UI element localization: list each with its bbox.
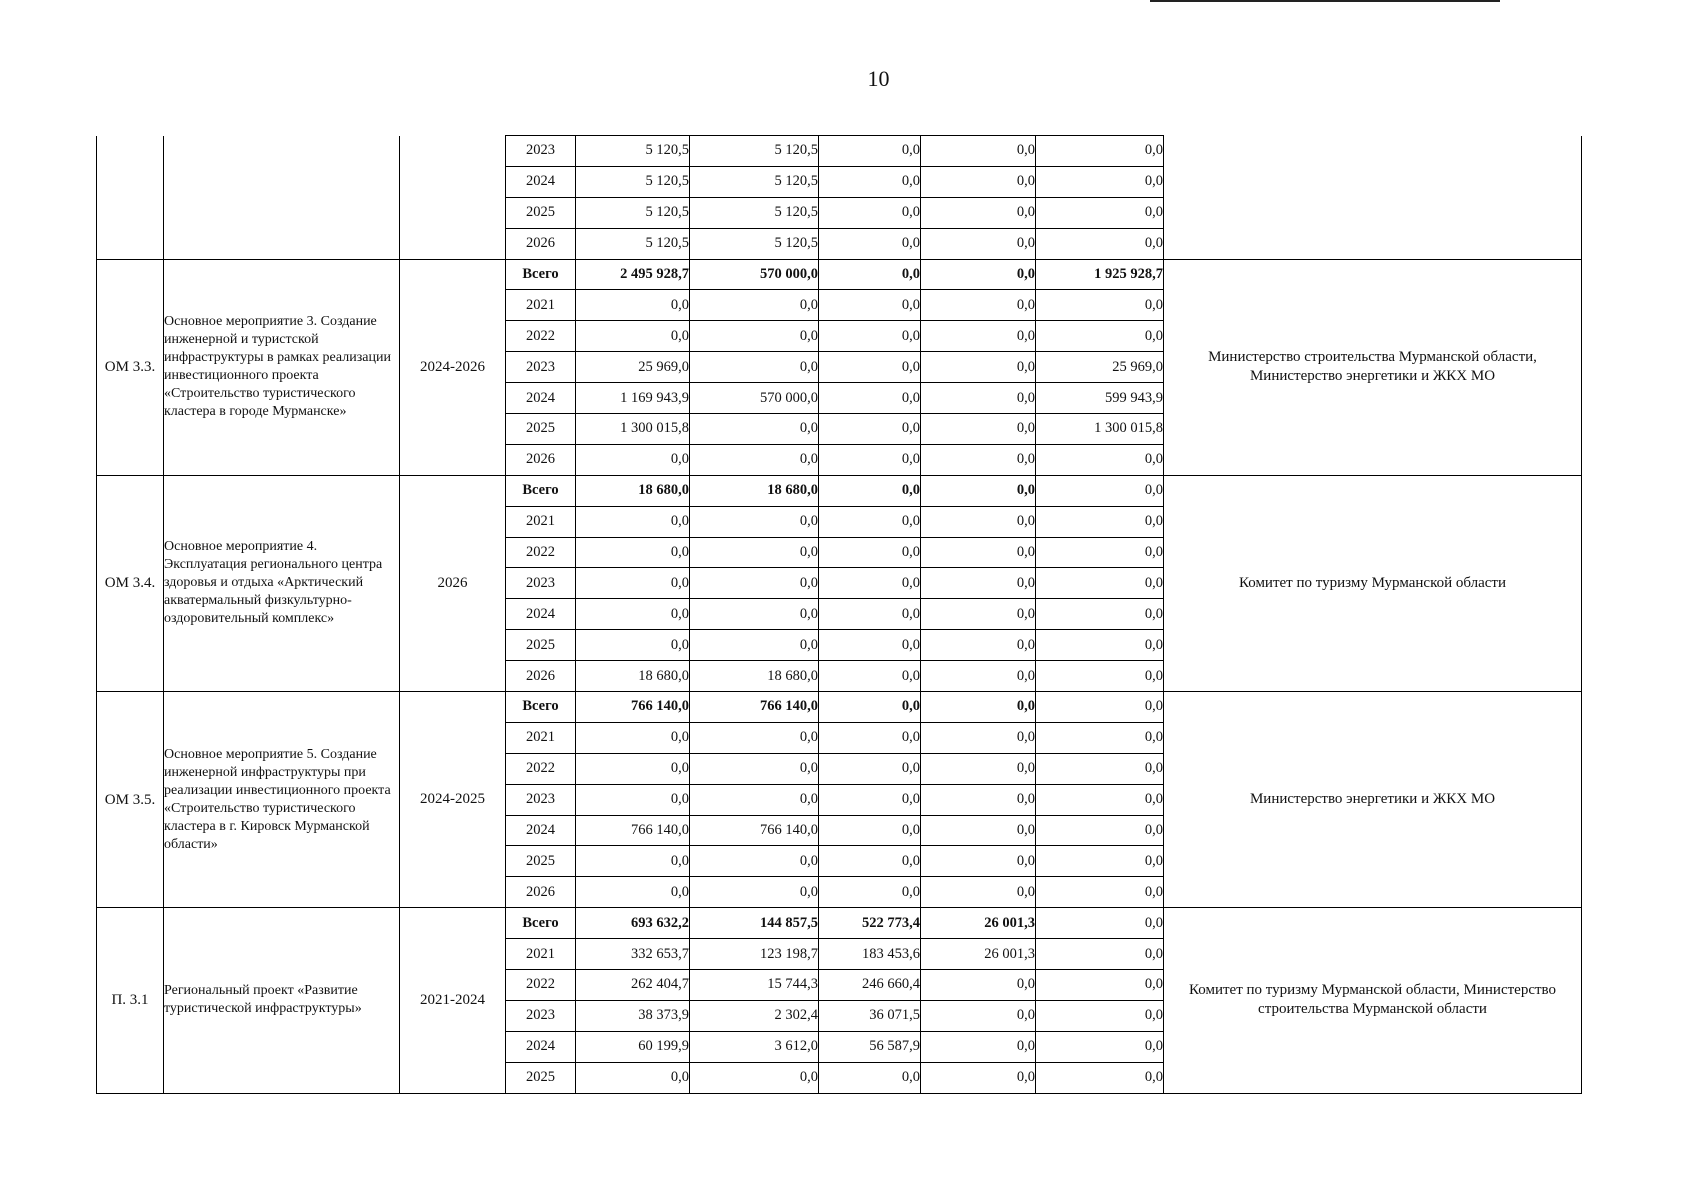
- amount-cell-c3: 0,0: [819, 444, 921, 475]
- amount-cell-c1: 0,0: [576, 506, 690, 537]
- amount-cell-c4: 0,0: [921, 537, 1036, 568]
- year-cell: 2023: [506, 1000, 576, 1031]
- amount-cell-c1: 25 969,0: [576, 352, 690, 383]
- amount-cell-c3: 0,0: [819, 537, 921, 568]
- table-row: [97, 908, 1582, 939]
- amount-cell-c2: 570 000,0: [690, 383, 819, 414]
- year-cell: Всего: [506, 259, 576, 290]
- amount-cell-c4: 0,0: [921, 475, 1036, 506]
- amount-cell-c5: 0,0: [1036, 692, 1164, 723]
- year-cell: 2024: [506, 815, 576, 846]
- year-cell: 2023: [506, 352, 576, 383]
- year-cell: 2021: [506, 722, 576, 753]
- amount-cell-c4: 0,0: [921, 506, 1036, 537]
- amount-cell-c1: 0,0: [576, 537, 690, 568]
- table-row: [97, 692, 1582, 723]
- amount-cell-c5: 0,0: [1036, 166, 1164, 197]
- year-cell: 2024: [506, 599, 576, 630]
- amount-cell-c3: 0,0: [819, 383, 921, 414]
- amount-cell-c2: 5 120,5: [690, 136, 819, 167]
- amount-cell-c2: 3 612,0: [690, 1031, 819, 1062]
- amount-cell-c5: 25 969,0: [1036, 352, 1164, 383]
- amount-cell-c3: 0,0: [819, 661, 921, 692]
- amount-cell-c4: 0,0: [921, 692, 1036, 723]
- amount-cell-c1: 5 120,5: [576, 197, 690, 228]
- amount-cell-c3: 0,0: [819, 877, 921, 908]
- measure-executor: Комитет по туризму Мурманской области: [1164, 475, 1582, 691]
- amount-cell-c4: 0,0: [921, 166, 1036, 197]
- measure-code: ОМ 3.3.: [97, 259, 164, 475]
- year-cell: 2021: [506, 506, 576, 537]
- amount-cell-c1: 60 199,9: [576, 1031, 690, 1062]
- year-cell: 2025: [506, 630, 576, 661]
- measure-period: 2026: [400, 475, 506, 691]
- measure-period: 2024-2025: [400, 692, 506, 908]
- amount-cell-c4: 0,0: [921, 383, 1036, 414]
- amount-cell-c3: 36 071,5: [819, 1000, 921, 1031]
- amount-cell-c2: 0,0: [690, 568, 819, 599]
- year-cell: 2024: [506, 166, 576, 197]
- table-row: [97, 475, 1582, 506]
- amount-cell-c4: 0,0: [921, 599, 1036, 630]
- measure-period: 2021-2024: [400, 908, 506, 1093]
- amount-cell-c1: 18 680,0: [576, 475, 690, 506]
- amount-cell-c1: 0,0: [576, 290, 690, 321]
- title-cell: [164, 136, 400, 260]
- funding-table: [96, 135, 1582, 1094]
- amount-cell-c5: 0,0: [1036, 290, 1164, 321]
- year-cell: 2025: [506, 846, 576, 877]
- amount-cell-c2: 5 120,5: [690, 166, 819, 197]
- code-cell: [97, 136, 164, 260]
- year-cell: 2021: [506, 290, 576, 321]
- measure-title: Основное мероприятие 3. Создание инженерной и туристской инфраструктуры в рамках реализации инвестиционного проекта «Строительство туристического кластера в городе Мурманске»: [164, 259, 400, 475]
- year-cell: 2024: [506, 383, 576, 414]
- year-cell: 2022: [506, 321, 576, 352]
- amount-cell-c5: 0,0: [1036, 506, 1164, 537]
- amount-cell-c2: 0,0: [690, 506, 819, 537]
- amount-cell-c3: 0,0: [819, 630, 921, 661]
- amount-cell-c1: 0,0: [576, 877, 690, 908]
- amount-cell-c3: 0,0: [819, 784, 921, 815]
- year-cell: 2022: [506, 753, 576, 784]
- executor-cell: [1164, 136, 1582, 260]
- measure-executor: Комитет по туризму Мурманской области, Министерство строительства Мурманской области: [1164, 908, 1582, 1093]
- amount-cell-c5: 0,0: [1036, 136, 1164, 167]
- amount-cell-c2: 0,0: [690, 414, 819, 445]
- amount-cell-c4: 0,0: [921, 352, 1036, 383]
- year-cell: Всего: [506, 908, 576, 939]
- amount-cell-c4: 0,0: [921, 321, 1036, 352]
- year-cell: 2025: [506, 414, 576, 445]
- amount-cell-c4: 0,0: [921, 1062, 1036, 1093]
- amount-cell-c1: 0,0: [576, 630, 690, 661]
- amount-cell-c2: 5 120,5: [690, 197, 819, 228]
- amount-cell-c5: 0,0: [1036, 1000, 1164, 1031]
- amount-cell-c3: 0,0: [819, 166, 921, 197]
- amount-cell-c4: 0,0: [921, 197, 1036, 228]
- amount-cell-c4: 26 001,3: [921, 939, 1036, 970]
- amount-cell-c5: 0,0: [1036, 321, 1164, 352]
- amount-cell-c4: 0,0: [921, 877, 1036, 908]
- amount-cell-c3: 0,0: [819, 753, 921, 784]
- amount-cell-c4: 0,0: [921, 1000, 1036, 1031]
- year-cell: 2026: [506, 444, 576, 475]
- amount-cell-c3: 0,0: [819, 1062, 921, 1093]
- amount-cell-c2: 2 302,4: [690, 1000, 819, 1031]
- amount-cell-c4: 0,0: [921, 970, 1036, 1001]
- amount-cell-c5: 0,0: [1036, 599, 1164, 630]
- amount-cell-c1: 0,0: [576, 784, 690, 815]
- amount-cell-c3: 0,0: [819, 228, 921, 259]
- measure-title: Основное мероприятие 5. Создание инженерной инфраструктуры при реализации инвестиционного проекта «Строительство туристического кластера в г. Кировск Мурманской области»: [164, 692, 400, 908]
- amount-cell-c4: 0,0: [921, 290, 1036, 321]
- amount-cell-c1: 5 120,5: [576, 166, 690, 197]
- year-cell: 2025: [506, 197, 576, 228]
- amount-cell-c1: 693 632,2: [576, 908, 690, 939]
- amount-cell-c3: 0,0: [819, 414, 921, 445]
- amount-cell-c3: 246 660,4: [819, 970, 921, 1001]
- amount-cell-c4: 0,0: [921, 661, 1036, 692]
- year-cell: 2022: [506, 537, 576, 568]
- amount-cell-c4: 0,0: [921, 1031, 1036, 1062]
- amount-cell-c1: 2 495 928,7: [576, 259, 690, 290]
- amount-cell-c5: 0,0: [1036, 444, 1164, 475]
- amount-cell-c1: 0,0: [576, 599, 690, 630]
- amount-cell-c5: 0,0: [1036, 568, 1164, 599]
- year-cell: 2021: [506, 939, 576, 970]
- measure-title: Основное мероприятие 4. Эксплуатация регионального центра здоровья и отдыха «Арктический акватермальный физкультурно-оздоровительный комплекс»: [164, 475, 400, 691]
- amount-cell-c3: 522 773,4: [819, 908, 921, 939]
- measure-code: П. 3.1: [97, 908, 164, 1093]
- amount-cell-c5: 599 943,9: [1036, 383, 1164, 414]
- amount-cell-c2: 18 680,0: [690, 475, 819, 506]
- amount-cell-c3: 0,0: [819, 568, 921, 599]
- amount-cell-c3: 183 453,6: [819, 939, 921, 970]
- amount-cell-c2: 0,0: [690, 321, 819, 352]
- period-cell: [400, 136, 506, 260]
- amount-cell-c5: 0,0: [1036, 784, 1164, 815]
- amount-cell-c3: 56 587,9: [819, 1031, 921, 1062]
- amount-cell-c2: 0,0: [690, 846, 819, 877]
- amount-cell-c2: 18 680,0: [690, 661, 819, 692]
- amount-cell-c1: 262 404,7: [576, 970, 690, 1001]
- amount-cell-c3: 0,0: [819, 722, 921, 753]
- amount-cell-c1: 0,0: [576, 846, 690, 877]
- table-row: [97, 136, 1582, 167]
- amount-cell-c1: 5 120,5: [576, 136, 690, 167]
- amount-cell-c3: 0,0: [819, 475, 921, 506]
- amount-cell-c3: 0,0: [819, 259, 921, 290]
- year-cell: 2023: [506, 136, 576, 167]
- measure-code: ОМ 3.4.: [97, 475, 164, 691]
- amount-cell-c5: 1 300 015,8: [1036, 414, 1164, 445]
- amount-cell-c5: 0,0: [1036, 753, 1164, 784]
- amount-cell-c4: 0,0: [921, 228, 1036, 259]
- amount-cell-c2: 0,0: [690, 290, 819, 321]
- amount-cell-c2: 0,0: [690, 444, 819, 475]
- year-cell: 2022: [506, 970, 576, 1001]
- amount-cell-c1: 0,0: [576, 321, 690, 352]
- amount-cell-c2: 766 140,0: [690, 692, 819, 723]
- amount-cell-c5: 0,0: [1036, 1031, 1164, 1062]
- amount-cell-c4: 0,0: [921, 444, 1036, 475]
- amount-cell-c3: 0,0: [819, 815, 921, 846]
- amount-cell-c5: 0,0: [1036, 630, 1164, 661]
- amount-cell-c3: 0,0: [819, 506, 921, 537]
- measure-executor: Министерство строительства Мурманской области, Министерство энергетики и ЖКХ МО: [1164, 259, 1582, 475]
- amount-cell-c1: 766 140,0: [576, 692, 690, 723]
- amount-cell-c1: 1 169 943,9: [576, 383, 690, 414]
- year-cell: 2025: [506, 1062, 576, 1093]
- amount-cell-c5: 0,0: [1036, 1062, 1164, 1093]
- year-cell: 2023: [506, 568, 576, 599]
- amount-cell-c1: 0,0: [576, 568, 690, 599]
- amount-cell-c3: 0,0: [819, 197, 921, 228]
- measure-code: ОМ 3.5.: [97, 692, 164, 908]
- amount-cell-c5: 0,0: [1036, 970, 1164, 1001]
- amount-cell-c1: 5 120,5: [576, 228, 690, 259]
- amount-cell-c5: 0,0: [1036, 228, 1164, 259]
- amount-cell-c3: 0,0: [819, 692, 921, 723]
- measure-executor: Министерство энергетики и ЖКХ МО: [1164, 692, 1582, 908]
- amount-cell-c2: 766 140,0: [690, 815, 819, 846]
- amount-cell-c2: 570 000,0: [690, 259, 819, 290]
- table-row: [97, 259, 1582, 290]
- amount-cell-c3: 0,0: [819, 599, 921, 630]
- amount-cell-c2: 0,0: [690, 352, 819, 383]
- amount-cell-c4: 0,0: [921, 414, 1036, 445]
- amount-cell-c5: 0,0: [1036, 815, 1164, 846]
- amount-cell-c5: 0,0: [1036, 475, 1164, 506]
- amount-cell-c4: 0,0: [921, 753, 1036, 784]
- amount-cell-c1: 1 300 015,8: [576, 414, 690, 445]
- amount-cell-c2: 5 120,5: [690, 228, 819, 259]
- year-cell: 2026: [506, 661, 576, 692]
- amount-cell-c1: 18 680,0: [576, 661, 690, 692]
- amount-cell-c3: 0,0: [819, 136, 921, 167]
- amount-cell-c2: 0,0: [690, 784, 819, 815]
- amount-cell-c4: 0,0: [921, 846, 1036, 877]
- amount-cell-c2: 0,0: [690, 1062, 819, 1093]
- amount-cell-c2: 144 857,5: [690, 908, 819, 939]
- amount-cell-c1: 0,0: [576, 1062, 690, 1093]
- year-cell: 2023: [506, 784, 576, 815]
- year-cell: 2026: [506, 877, 576, 908]
- amount-cell-c4: 0,0: [921, 784, 1036, 815]
- amount-cell-c4: 0,0: [921, 630, 1036, 661]
- amount-cell-c2: 0,0: [690, 630, 819, 661]
- amount-cell-c4: 0,0: [921, 815, 1036, 846]
- amount-cell-c2: 123 198,7: [690, 939, 819, 970]
- amount-cell-c5: 0,0: [1036, 537, 1164, 568]
- amount-cell-c4: 26 001,3: [921, 908, 1036, 939]
- measure-period: 2024-2026: [400, 259, 506, 475]
- amount-cell-c4: 0,0: [921, 568, 1036, 599]
- amount-cell-c1: 0,0: [576, 722, 690, 753]
- amount-cell-c2: 0,0: [690, 537, 819, 568]
- amount-cell-c5: 0,0: [1036, 661, 1164, 692]
- amount-cell-c1: 766 140,0: [576, 815, 690, 846]
- amount-cell-c4: 0,0: [921, 136, 1036, 167]
- amount-cell-c2: 15 744,3: [690, 970, 819, 1001]
- amount-cell-c1: 38 373,9: [576, 1000, 690, 1031]
- amount-cell-c5: 0,0: [1036, 846, 1164, 877]
- amount-cell-c1: 0,0: [576, 753, 690, 784]
- top-rule: [1150, 0, 1500, 2]
- amount-cell-c1: 332 653,7: [576, 939, 690, 970]
- amount-cell-c5: 0,0: [1036, 908, 1164, 939]
- year-cell: 2024: [506, 1031, 576, 1062]
- amount-cell-c3: 0,0: [819, 290, 921, 321]
- year-cell: Всего: [506, 692, 576, 723]
- amount-cell-c5: 0,0: [1036, 722, 1164, 753]
- amount-cell-c2: 0,0: [690, 599, 819, 630]
- amount-cell-c1: 0,0: [576, 444, 690, 475]
- amount-cell-c4: 0,0: [921, 722, 1036, 753]
- amount-cell-c5: 0,0: [1036, 197, 1164, 228]
- amount-cell-c4: 0,0: [921, 259, 1036, 290]
- page-number: 10: [867, 66, 890, 91]
- amount-cell-c2: 0,0: [690, 722, 819, 753]
- amount-cell-c5: 0,0: [1036, 877, 1164, 908]
- amount-cell-c5: 1 925 928,7: [1036, 259, 1164, 290]
- amount-cell-c2: 0,0: [690, 877, 819, 908]
- year-cell: 2026: [506, 228, 576, 259]
- amount-cell-c3: 0,0: [819, 321, 921, 352]
- amount-cell-c5: 0,0: [1036, 939, 1164, 970]
- amount-cell-c3: 0,0: [819, 352, 921, 383]
- year-cell: Всего: [506, 475, 576, 506]
- amount-cell-c3: 0,0: [819, 846, 921, 877]
- amount-cell-c2: 0,0: [690, 753, 819, 784]
- measure-title: Региональный проект «Развитие туристической инфраструктуры»: [164, 908, 400, 1093]
